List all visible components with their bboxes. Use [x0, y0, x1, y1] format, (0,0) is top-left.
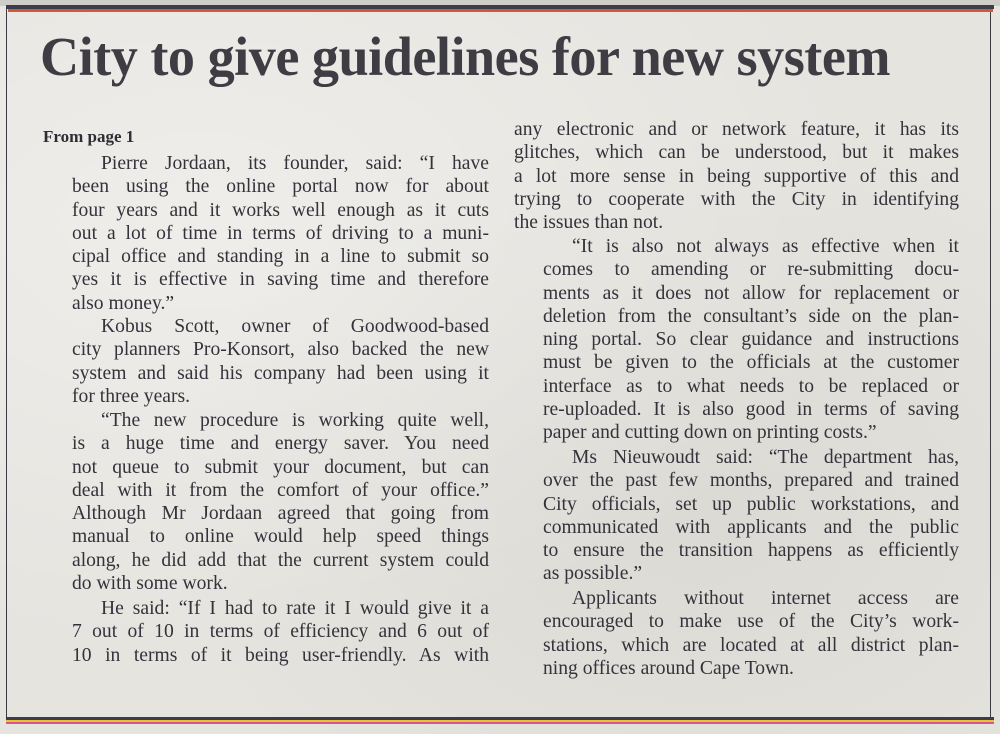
text-line: City officials, set up public workstations, and [543, 493, 959, 515]
text-line: not queue to submit your document, but can [72, 456, 489, 478]
text-line: city planners Pro-Konsort, also backed the new [72, 339, 489, 361]
text-line: over the past few months, prepared and trained [543, 470, 959, 492]
text-line: yes it is effective in saving time and therefore [72, 269, 489, 291]
text-line: four years and it works well enough as it cuts [72, 199, 489, 221]
text-line: as possible.” [543, 563, 643, 585]
text-line: comes to amending or re-submitting docu- [543, 259, 959, 281]
text-line: to ensure the transition happens as efficiently [543, 540, 959, 562]
text-line: “The new procedure is working quite well, [101, 410, 489, 431]
text-line: glitches, which can be understood, but it makes [514, 142, 959, 164]
text-line: 7 out of 10 in terms of efficiency and 6 out of [72, 621, 489, 643]
text-line: ments as it does not allow for replacement or [543, 282, 959, 304]
text-line: also money.” [72, 292, 175, 314]
text-line: Applicants without internet access are [572, 588, 959, 609]
text-line: any electronic and or network feature, it has its [514, 119, 959, 140]
paragraph [43, 597, 489, 667]
paragraph [43, 315, 489, 408]
text-line: stations, which are located at all district plan- [543, 634, 959, 656]
paragraph [514, 235, 959, 445]
text-line: Pierre Jordaan, its founder, said: “I have [101, 153, 489, 174]
text-line: Kobus Scott, owner of Goodwood-based [101, 316, 489, 337]
text-line: “It is also not always as effective when it [572, 236, 959, 257]
text-line: ning portal. So clear guidance and instructions [543, 329, 959, 351]
paragraph [514, 446, 959, 586]
paragraph [514, 587, 959, 680]
paragraph [43, 152, 489, 315]
kicker-from-page: From page 1 [43, 127, 135, 146]
bottom-rule-pink [6, 722, 994, 724]
text-line: system and said his company had been using it [72, 362, 489, 384]
text-line: must be given to the officials at the customer [543, 352, 959, 374]
text-line: 10 in terms of it being user-friendly. As with [72, 644, 489, 666]
top-rule-red [8, 9, 993, 12]
text-line: deal with it from the comfort of your office.” [72, 479, 489, 501]
text-line: manual to online would help speed things [72, 526, 489, 548]
text-line: He said: “If I had to rate it I would give it a [101, 598, 489, 619]
text-line: for three years. [72, 385, 191, 407]
text-line: a lot more sense in being supportive of this and [514, 165, 959, 187]
text-line: Ms Nieuwoudt said: “The department has, [572, 447, 959, 468]
text-line: the issues than not. [514, 212, 664, 234]
paragraph [43, 409, 489, 595]
text-line: do with some work. [72, 573, 228, 595]
text-line: cipal office and standing in a line to submit so [72, 246, 489, 268]
text-line: trying to cooperate with the City in identifying [514, 188, 959, 210]
text-line: been using the online portal now for about [72, 176, 489, 198]
text-line: interface as to what needs to be replaced or [543, 375, 959, 397]
text-line: is a huge time and energy saver. You need [72, 433, 489, 455]
paragraph [514, 118, 959, 234]
text-line: ning offices around Cape Town. [543, 657, 794, 679]
headline: City to give guidelines for new system [40, 26, 891, 87]
text-line: deletion from the consultant’s side on the plan- [543, 305, 959, 327]
text-line: communicated with applicants and the public [543, 516, 959, 538]
text-line: paper and cutting down on printing costs.” [543, 422, 877, 444]
text-line: along, he did add that the current system could [72, 549, 489, 571]
text-line: encouraged to make use of the City’s work- [543, 611, 959, 633]
text-line: out a lot of time in terms of driving to a muni- [72, 222, 489, 244]
text-line: Although Mr Jordaan agreed that going from [72, 503, 489, 525]
text-line: re-uploaded. It is also good in terms of saving [543, 399, 959, 421]
